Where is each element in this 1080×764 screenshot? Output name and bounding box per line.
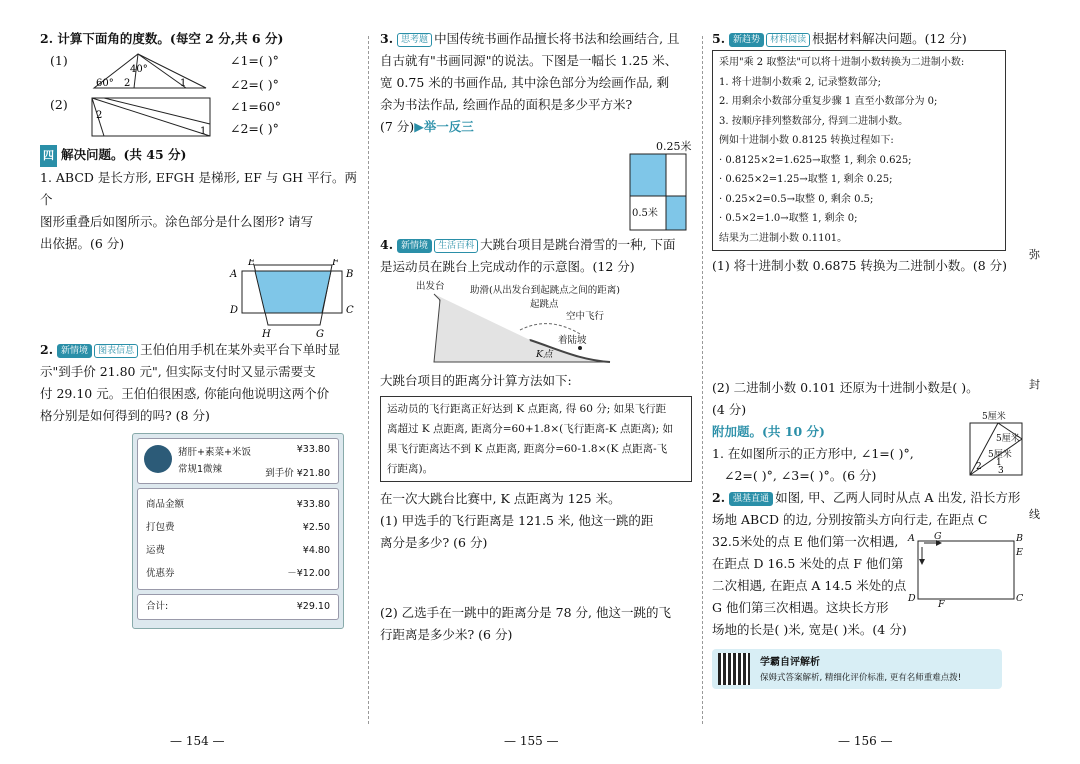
answer-space [380, 554, 692, 602]
page-155 [380, 28, 692, 724]
svg-text:C: C [346, 305, 354, 316]
receipt-row: 运费 ¥4.80 [146, 545, 330, 556]
page-154 [40, 28, 358, 724]
question-text: 格分别是如何得到的吗? (8 分) [40, 408, 210, 423]
page-number: — 154 — [170, 734, 225, 748]
label-takeoff: 起跳点 [530, 299, 559, 310]
question-text: 图形重叠后如图所示。涂色部分是什么图形? 请写 [40, 214, 314, 229]
question-text: 离分是多少? (6 分) [380, 535, 488, 550]
receipt-item: 猪肝+素菜+米饭 常规1微辣 ¥33.80 到手价 ¥21.80 [137, 438, 339, 484]
rectangle-field-figure: A G B E D F C [908, 531, 1024, 610]
svg-text:2: 2 [976, 462, 982, 472]
question-title: 2. 计算下面角的度数。(每空 2 分,共 6 分) [40, 31, 284, 46]
receipt-row: 打包费 ¥2.50 [146, 522, 330, 533]
label-run: 助滑(从出发台到起跳点之间的距离) [470, 285, 620, 296]
question-text: 场地的长是( )米, 宽是( )米。(4 分) [712, 622, 907, 637]
svg-text:1: 1 [200, 126, 207, 137]
svg-text:D: D [230, 305, 239, 316]
related-link[interactable]: ▶举一反三 [414, 119, 474, 134]
question-text: 示"到手价 21.80 元", 但实际支付时又显示需要支 [40, 364, 316, 379]
receipt [132, 433, 344, 629]
binding-mark: 线 [1029, 508, 1040, 521]
section-heading: 附加题。(共 10 分) [712, 424, 825, 439]
question-text: 4. 新情境 生活百科 大跳台项目是跳台滑雪的一种, 下面 [380, 237, 676, 252]
question-text: (2) 乙选手在一跳中的距离分是 78 分, 他这一跳的飞 [380, 605, 671, 620]
question-text: 32.5米处的点 E 他们第一次相遇, [712, 534, 899, 549]
label-k-point: K点 [536, 349, 553, 360]
label-landing: 着陆坡 [558, 335, 587, 346]
binding-mark: 封 [1029, 378, 1040, 391]
bowl-icon [144, 445, 172, 473]
question-text: (1) 将十进制小数 0.6875 转换为二进制小数。(8 分) [712, 258, 1008, 273]
question-text: ∠2=( )°, ∠3=( )°。(6 分) [724, 468, 877, 483]
question-2-1: (1) 40° 60° 2 1 ∠1=( )° ∠2=( )° [40, 50, 358, 94]
question-2-2: (2) 2 1 ∠1=60° ∠2=( )° [40, 94, 358, 142]
question-text: 3. 思考题 中国传统书画作品擅长将书法和绘画结合, 且 [380, 31, 680, 46]
svg-text:F: F [332, 259, 339, 268]
question-text: 付 29.10 元。王伯伯很困惑, 你能向他说明这两个价 [40, 386, 330, 401]
scoring-rule-box: 运动员的飞行距离正好达到 K 点距离, 得 60 分; 如果飞行距 离超过 K 点距离, 距离分=60+1.8×(飞行距离-K 点距离); 如 果飞行距离达不到 K 点距离, 距离分=60-1.8×(K 点距离-飞 行距离)。 [380, 396, 692, 482]
receipt-row: 优惠券 －¥12.00 [146, 568, 330, 579]
answer-blank: ∠2=( )° [230, 77, 279, 92]
question-text: 二次相遇, 在距点 A 14.5 米处的点 [712, 578, 907, 593]
svg-text:60°: 60° [96, 78, 114, 89]
question-text: 2. 强基直通 如图, 甲、乙两人同时从点 A 出发, 沿长方形 [712, 490, 1021, 505]
question-text: 行距离是多少米? (6 分) [380, 627, 513, 642]
promo-banner: 学霸自评解析 保姆式答案解析, 精细化评价标准, 更有名师重难点拨! [712, 649, 1002, 689]
given-angle: ∠1=60° [230, 99, 282, 114]
receipt-details [137, 488, 339, 590]
question-text: 5. 新趋势 材料阅读 根据材料解决问题。(12 分) [712, 31, 967, 46]
column-divider [368, 36, 369, 724]
label-flight: 空中飞行 [566, 311, 605, 322]
material-box: 采用"乘 2 取整法"可以将十进制小数转换为二进制小数: 1. 将十进制小数乘 2, 记录整数部分; 2. 用剩余小数部分重复步骤 1 直至小数部分为 0; 3. 按顺序排列整数部分, 得到二进制小数。 例如十进制小数 0.8125 转换过程如下: · 0.8125×2=1.625→取整 1, 剩余 0.625; · 0.625×2=1.25→取整 1, 剩余 0.25; · 0.25×2=0.5→取整 0, 剩余 0.5; · 0.5×2=1.0→取整 1, 剩余 0; 结果为二进制小数 0.1101。 [712, 50, 1006, 251]
question-text: G 他们第三次相遇。这块长方形 [712, 600, 889, 615]
question-e2 [712, 487, 1030, 641]
question-text: 余为书法作品, 绘画作品的面积是多少平方米? [380, 97, 633, 112]
answer-space [712, 277, 1030, 377]
rectangle-figure-2 [90, 96, 214, 140]
square-figure: 5厘米 1 2 3 5厘米 5厘米 [966, 409, 1030, 479]
svg-text:1: 1 [180, 78, 187, 89]
question-text: (7 分)▶举一反三 [380, 119, 474, 134]
question-text: 1. ABCD 是长方形, EFGH 是梯形, EF 与 GH 平行。两个 [40, 170, 358, 207]
binding-mark: 弥 [1029, 248, 1040, 261]
receipt-total: 合计: ¥29.10 [137, 594, 339, 620]
page-number: — 156 — [838, 734, 893, 748]
column-divider [702, 36, 703, 724]
question-text: 1. 在如图所示的正方形中, ∠1=( )°, [712, 446, 914, 461]
question-text: (2) 二进制小数 0.101 还原为十进制小数是( )。 [712, 380, 979, 395]
label-start: 出发台 [416, 281, 445, 292]
page-156 [712, 28, 1030, 724]
section-heading: 四 解决问题。(共 45 分) [40, 144, 358, 167]
question-text: 在一次大跳台比赛中, K 点距离为 125 米。 [380, 491, 621, 506]
svg-text:40°: 40° [130, 64, 148, 75]
svg-text:G: G [316, 329, 324, 339]
svg-text:2: 2 [96, 110, 103, 121]
question-text: (1) 甲选手的飞行距离是 121.5 米, 他这一跳的距 [380, 513, 654, 528]
receipt-row: 商品金额 ¥33.80 [146, 499, 330, 510]
svg-text:2: 2 [124, 78, 131, 89]
question-text: 自古就有"书画同源"的说法。下图是一幅长 1.25 米、 [380, 53, 678, 68]
question-text: 2. 新情境 图表信息 王伯伯用手机在某外卖平台下单时显 [40, 342, 341, 357]
trapezoid-figure [40, 255, 358, 339]
ski-jump-diagram [380, 278, 692, 366]
answer-blank: ∠2=( )° [230, 121, 279, 136]
artwork-figure: 0.25米 0.5米 [380, 138, 692, 234]
question-text: 宽 0.75 米的书画作品, 其中涂色部分为绘画作品, 剩 [380, 75, 670, 90]
svg-text:E: E [248, 259, 256, 268]
question-text: 在距点 D 16.5 米处的点 F 他们第 [712, 556, 904, 571]
svg-text:H: H [262, 329, 271, 339]
svg-text:1: 1 [996, 458, 1002, 468]
page-number: — 155 — [504, 734, 559, 748]
question-text: 出依据。(6 分) [40, 236, 125, 251]
triangle-figure-1 [90, 50, 210, 92]
answer-blank: ∠1=( )° [230, 53, 279, 68]
extra-questions [712, 412, 1030, 487]
qr-code-icon[interactable] [718, 653, 750, 685]
question-text: 大跳台项目的距离分计算方法如下: [380, 373, 572, 388]
svg-text:B: B [346, 269, 354, 280]
question-text: 场地 ABCD 的边, 分别按箭头方向行走, 在距点 C [712, 512, 988, 527]
question-text: (4 分) [712, 402, 747, 417]
svg-text:A: A [230, 269, 238, 280]
svg-text:3: 3 [998, 466, 1004, 476]
question-text: 是运动员在跳台上完成动作的示意图。(12 分) [380, 259, 635, 274]
